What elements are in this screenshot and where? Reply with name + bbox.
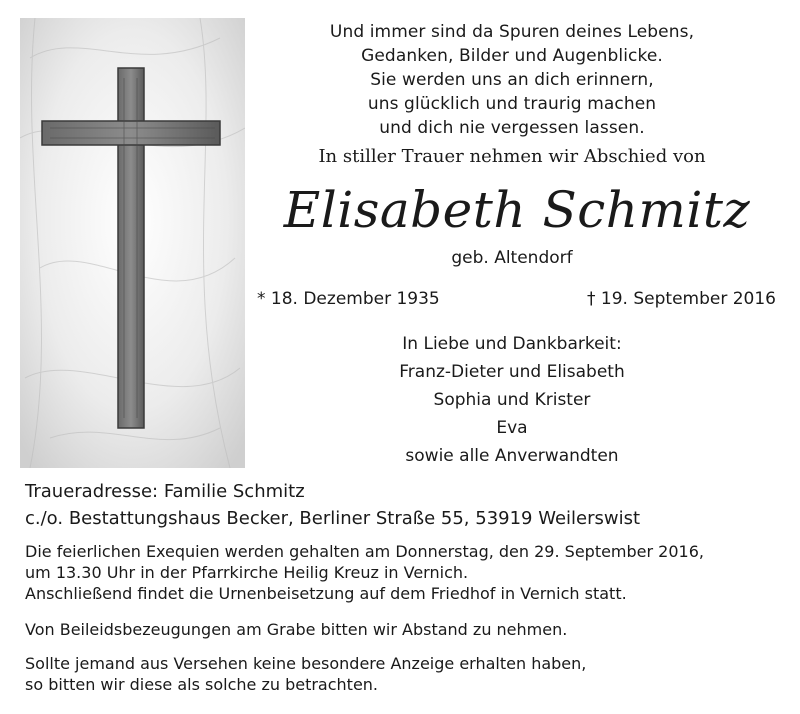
address-line: c./o. Bestattungshaus Becker, Berliner Straße 55, 53919 Weilerswist: [25, 508, 641, 529]
poem-line: uns glücklich und traurig machen: [367, 94, 657, 114]
notice-line: Anschließend findet die Urnenbeisetzung auf dem Friedhof in Vernich statt.: [25, 584, 627, 603]
mourning-address: [25, 478, 640, 532]
family-list: [252, 330, 772, 470]
poem-line: Und immer sind da Spuren deines Lebens,: [329, 22, 695, 42]
condolence-notice: [25, 619, 567, 640]
birth-date: * 18. Dezember 1935: [257, 289, 440, 309]
family-line: Eva: [496, 418, 528, 438]
intro-text: In stiller Trauer nehmen wir Abschied von: [318, 146, 706, 167]
family-line: Franz-Dieter und Elisabeth: [399, 362, 625, 382]
poem: [252, 20, 772, 140]
maiden-name: geb. Altendorf: [451, 248, 573, 268]
notice-line: um 13.30 Uhr in der Pfarrkirche Heilig Kreuz in Vernich.: [25, 563, 469, 582]
notice-line: Die feierlichen Exequien werden gehalten am Donnerstag, den 29. September 2016,: [25, 542, 704, 561]
poem-line: Gedanken, Bilder und Augenblicke.: [361, 46, 663, 66]
address-line: Traueradresse: Familie Schmitz: [25, 481, 305, 502]
notice-line: Von Beileidsbezeugungen am Grabe bitten wir Abstand zu nehmen.: [25, 620, 568, 639]
missing-notice: [25, 653, 586, 695]
family-line: sowie alle Anverwandten: [405, 446, 619, 466]
notice-line: so bitten wir diese als solche zu betrachten.: [25, 675, 379, 694]
exequien-notice: [25, 541, 704, 604]
family-line: Sophia und Krister: [433, 390, 591, 410]
poem-line: und dich nie vergessen lassen.: [379, 118, 645, 138]
family-line: In Liebe und Dankbarkeit:: [402, 334, 622, 354]
poem-line: Sie werden uns an dich erinnern,: [370, 70, 654, 90]
cross-icon: [20, 18, 245, 468]
notice-line: Sollte jemand aus Versehen keine besondere Anzeige erhalten haben,: [25, 654, 587, 673]
death-date: † 19. September 2016: [587, 289, 776, 309]
deceased-name: Elisabeth Schmitz: [283, 181, 751, 239]
